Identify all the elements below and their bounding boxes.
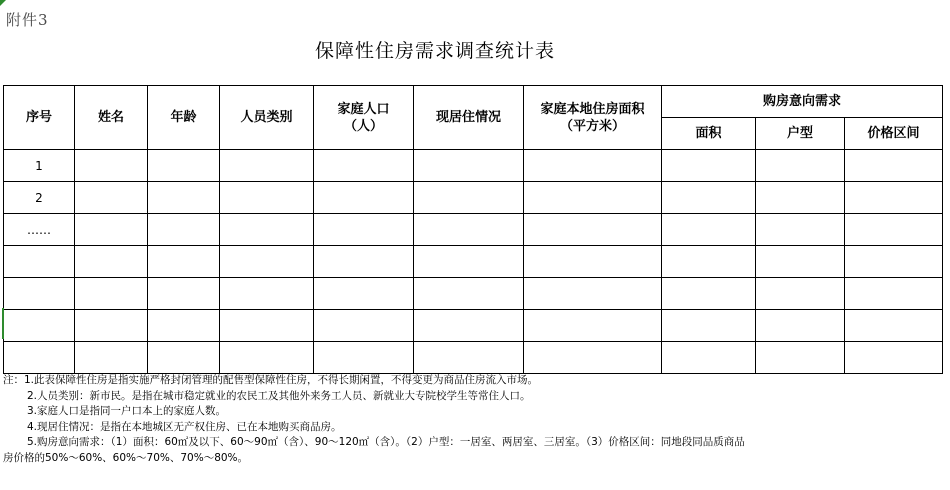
table-cell[interactable]: [414, 246, 524, 278]
header-local-area-line1: 家庭本地住房面积: [540, 101, 645, 117]
survey-table: [3, 85, 943, 374]
header-category: 人员类别: [220, 86, 314, 150]
table-cell[interactable]: [75, 150, 148, 182]
header-seq: 序号: [4, 86, 75, 150]
table-cell[interactable]: [524, 310, 662, 342]
note-4: 4.现居住情况：是指在本地城区无产权住房、已在本地购买商品房。: [27, 420, 342, 433]
table-cell[interactable]: [314, 214, 414, 246]
header-household: [314, 86, 414, 150]
table-cell[interactable]: [756, 182, 845, 214]
table-row: [4, 214, 943, 246]
table-cell[interactable]: [845, 182, 943, 214]
table-cell[interactable]: [662, 342, 756, 374]
table-cell[interactable]: [314, 182, 414, 214]
row-seq[interactable]: [4, 342, 75, 374]
table-cell[interactable]: [845, 214, 943, 246]
table-cell[interactable]: [220, 214, 314, 246]
notes-block: [3, 373, 943, 466]
table-cell[interactable]: [756, 150, 845, 182]
table-cell[interactable]: [220, 150, 314, 182]
header-intent-group: 购房意向需求: [662, 86, 943, 118]
header-current-housing: 现居住情况: [414, 86, 524, 150]
header-name: 姓名: [75, 86, 148, 150]
note-5b: 房价格的50%～60%、60%～70%、70%～80%。: [3, 451, 249, 464]
table-cell[interactable]: [845, 310, 943, 342]
table-row: [4, 150, 943, 182]
row-seq[interactable]: ……: [4, 214, 75, 246]
table-row: [4, 278, 943, 310]
table-cell[interactable]: [220, 278, 314, 310]
table-cell[interactable]: [756, 214, 845, 246]
table-cell[interactable]: [662, 278, 756, 310]
table-cell[interactable]: [756, 246, 845, 278]
note-5a: 5.购房意向需求：（1）面积：60㎡及以下、60～90㎡（含）、90～120㎡（含）。（2）户型：一居室、两居室、三居室。（3）价格区间：同地段同品质商品: [27, 436, 745, 448]
row-seq[interactable]: [4, 310, 75, 342]
table-cell[interactable]: [314, 150, 414, 182]
table-cell[interactable]: [524, 182, 662, 214]
table-cell[interactable]: [148, 182, 220, 214]
note-1: 注：1.此表保障性住房是指实施严格封闭管理的配售型保障性住房，不得长期闲置，不得变更为商品住房流入市场。: [3, 374, 539, 386]
note-2: 2.人员类别：新市民。是指在城市稳定就业的农民工及其他外来务工人员、新就业大专院校学生等常住人口。: [27, 389, 531, 402]
table-cell[interactable]: [756, 310, 845, 342]
page-title: 保障性住房需求调查统计表: [314, 40, 555, 62]
table-cell[interactable]: [524, 278, 662, 310]
table-cell[interactable]: [75, 214, 148, 246]
table-cell[interactable]: [845, 246, 943, 278]
table-cell[interactable]: [148, 150, 220, 182]
table-cell[interactable]: [524, 246, 662, 278]
table-row: [4, 246, 943, 278]
table-cell[interactable]: [414, 214, 524, 246]
table-cell[interactable]: [75, 310, 148, 342]
table-cell[interactable]: [524, 342, 662, 374]
table-cell[interactable]: [414, 342, 524, 374]
header-age: 年龄: [148, 86, 220, 150]
table-cell[interactable]: [220, 310, 314, 342]
table-cell[interactable]: [524, 214, 662, 246]
table-cell[interactable]: [414, 150, 524, 182]
table-cell[interactable]: [662, 310, 756, 342]
table-cell[interactable]: [148, 342, 220, 374]
table-cell[interactable]: [148, 278, 220, 310]
table-cell[interactable]: [75, 246, 148, 278]
table-cell[interactable]: [414, 310, 524, 342]
cell-corner-marker: [0, 0, 6, 6]
header-household-line2: （人）: [343, 118, 383, 134]
header-local-area-line2: （平方米）: [559, 118, 625, 134]
table-cell[interactable]: [756, 278, 845, 310]
row-selection-marker: [2, 308, 4, 339]
table-cell[interactable]: [845, 150, 943, 182]
header-intent-area: 面积: [662, 118, 756, 150]
header-intent-type: 户型: [756, 118, 845, 150]
row-seq[interactable]: [4, 246, 75, 278]
table-cell[interactable]: [220, 182, 314, 214]
table-cell[interactable]: [414, 182, 524, 214]
table-cell[interactable]: [845, 278, 943, 310]
table-cell[interactable]: [756, 342, 845, 374]
table-cell[interactable]: [148, 310, 220, 342]
row-seq[interactable]: [4, 278, 75, 310]
table-cell[interactable]: [314, 278, 414, 310]
header-household-line1: 家庭人口: [337, 101, 390, 117]
table-cell[interactable]: [662, 214, 756, 246]
table-cell[interactable]: [75, 342, 148, 374]
table-cell[interactable]: [75, 182, 148, 214]
table-cell[interactable]: [662, 182, 756, 214]
table-cell[interactable]: [662, 246, 756, 278]
table-cell[interactable]: [148, 214, 220, 246]
table-row: [4, 342, 943, 374]
table-cell[interactable]: [845, 342, 943, 374]
table-cell[interactable]: [314, 310, 414, 342]
header-intent-price: 价格区间: [845, 118, 943, 150]
table-cell[interactable]: [662, 150, 756, 182]
table-cell[interactable]: [220, 342, 314, 374]
table-cell[interactable]: [220, 246, 314, 278]
row-seq[interactable]: 1: [4, 150, 75, 182]
table-cell[interactable]: [414, 278, 524, 310]
header-local-area: [524, 86, 662, 150]
table-cell[interactable]: [314, 342, 414, 374]
table-row: [4, 182, 943, 214]
table-cell[interactable]: [148, 246, 220, 278]
table-row: [4, 310, 943, 342]
table-cell[interactable]: [524, 150, 662, 182]
table-cell[interactable]: [75, 278, 148, 310]
attachment-label: 附件3: [6, 11, 49, 29]
note-3: 3.家庭人口是指同一户口本上的家庭人数。: [27, 405, 227, 417]
table-cell[interactable]: [314, 246, 414, 278]
row-seq[interactable]: 2: [4, 182, 75, 214]
